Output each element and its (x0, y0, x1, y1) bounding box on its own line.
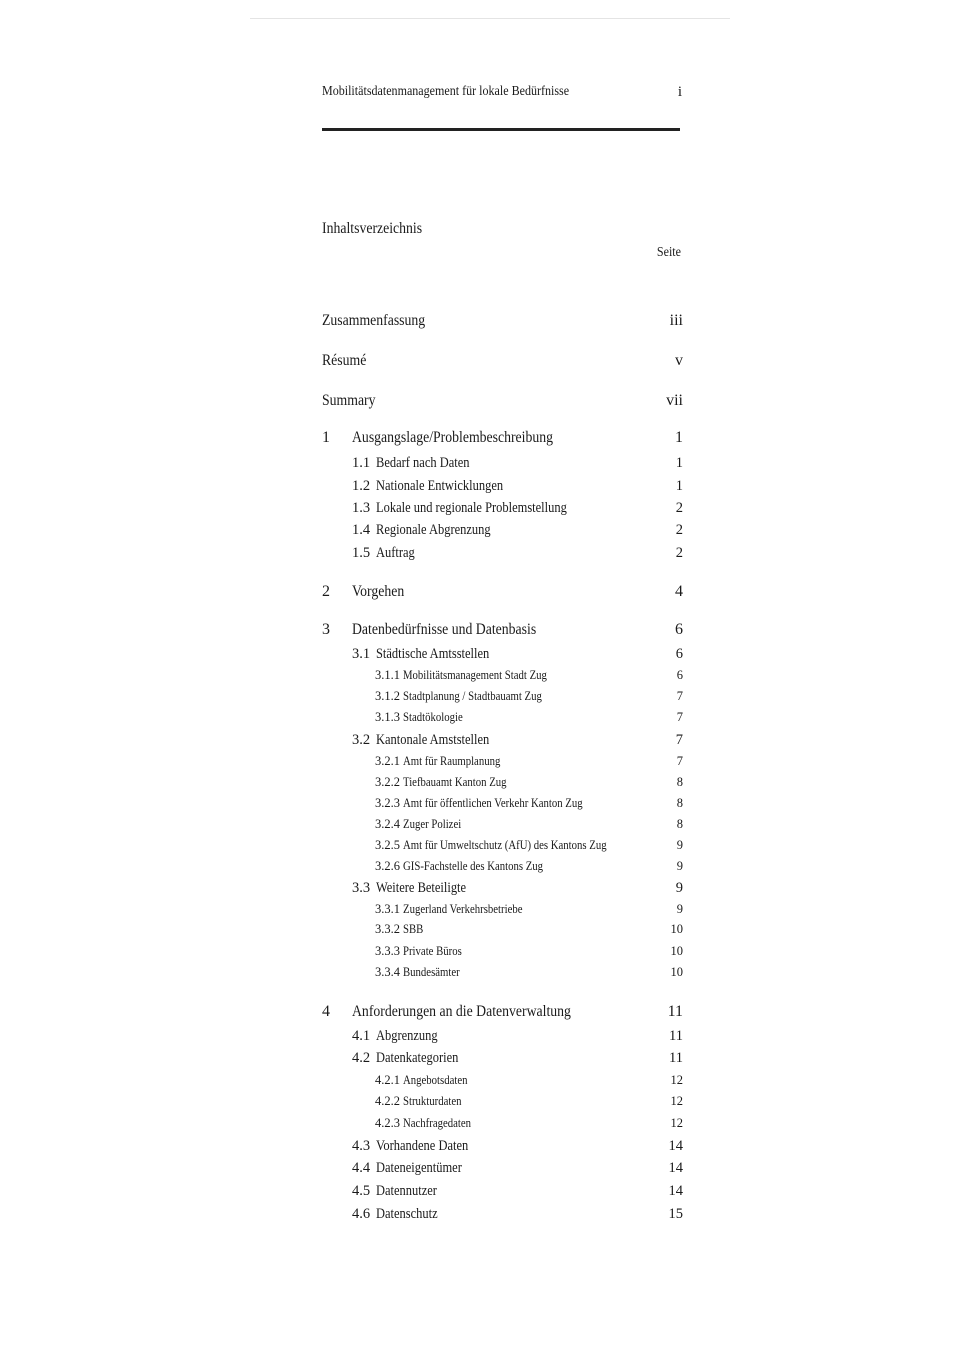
toc-entry-page: 8 (676, 817, 683, 831)
toc-entry-page: 2 (675, 545, 683, 561)
toc-entry (0, 522, 970, 544)
toc-entry-number: 3.2.6 (375, 859, 400, 873)
header-rule (322, 128, 680, 131)
toc-entry-label: Zugerland Verkehrsbetriebe (403, 902, 523, 916)
toc-entry (0, 880, 970, 902)
toc-entry-number: 1 (322, 429, 330, 446)
toc-entry-number: 3.1 (352, 646, 371, 662)
toc-entry-number: 3.2 (352, 732, 371, 748)
toc-entry (0, 455, 970, 477)
toc-entry-page: 7 (676, 710, 683, 724)
toc-entry-number: 1.5 (352, 545, 371, 561)
toc-entry-page: 14 (668, 1138, 683, 1154)
toc-entry-page: 10 (670, 922, 683, 936)
toc-entry-page: 1 (675, 429, 683, 446)
toc-entry-label: Lokale und regionale Problemstellung (376, 500, 567, 516)
toc-entry-page: 9 (676, 902, 683, 916)
toc-entry-number: 3.1.3 (375, 710, 400, 724)
toc-entry-label: Private Büros (403, 944, 462, 958)
toc-entry-label: Zusammenfassung (322, 312, 426, 329)
toc-entry (0, 429, 970, 451)
toc-entry-page: vii (666, 392, 683, 409)
toc-entry-number: 3.3.3 (375, 944, 400, 958)
toc-entry-page: 7 (676, 689, 683, 703)
toc-entry-page: 4 (675, 583, 683, 600)
scan-edge-line (250, 18, 730, 19)
toc-entry-number: 3.3.1 (375, 902, 400, 916)
toc-entry (0, 1050, 970, 1072)
toc-entry-page: 1 (675, 455, 683, 471)
toc-entry (0, 392, 970, 414)
toc-entry-label: Résumé (322, 352, 367, 369)
toc-entry (0, 922, 970, 944)
running-header-title: Mobilitätsdatenmanagement für lokale Bedürfnisse (322, 84, 570, 99)
toc-entry-number: 3.1.1 (375, 668, 400, 682)
toc-entry-number: 3.1.2 (375, 689, 400, 703)
toc-entry-page: 14 (668, 1183, 683, 1199)
toc-entry-label: Mobilitätsmanagement Stadt Zug (403, 668, 547, 682)
toc-entry-label: GIS-Fachstelle des Kantons Zug (403, 859, 544, 873)
toc-entry-number: 4.2.3 (375, 1116, 400, 1130)
toc-entry-label: Zuger Polizei (403, 817, 462, 831)
toc-entry-page: 2 (675, 500, 683, 516)
toc-entry-page: 9 (675, 880, 683, 896)
toc-entry-page: 1 (675, 478, 683, 494)
toc-title: Inhaltsverzeichnis (322, 220, 423, 237)
toc-entry (0, 859, 970, 881)
toc-entry (0, 838, 970, 860)
toc-entry-number: 3.3.4 (375, 965, 400, 979)
toc-entry-label: Vorgehen (352, 583, 405, 600)
toc-entry (0, 775, 970, 797)
toc-entry-number: 1.3 (352, 500, 371, 516)
toc-entry-page: 12 (670, 1116, 683, 1130)
toc-entry-page: 7 (676, 754, 683, 768)
toc-entry-label: Bundesämter (403, 965, 460, 979)
toc-entry-label: Datenkategorien (376, 1050, 459, 1066)
toc-entry (0, 621, 970, 643)
toc-entry-label: Amt für Raumplanung (403, 754, 501, 768)
toc-entry-page: 10 (670, 965, 683, 979)
toc-entry-number: 4.6 (352, 1206, 371, 1222)
toc-entry (0, 312, 970, 334)
toc-entry-label: Tiefbauamt Kanton Zug (403, 775, 507, 789)
toc-entry-number: 4.3 (352, 1138, 371, 1154)
toc-entry-label: Städtische Amtsstellen (376, 646, 490, 662)
toc-entry-label: SBB (403, 922, 424, 936)
toc-entry-label: Ausgangslage/Problembeschreibung (352, 429, 554, 446)
toc-entry-page: 9 (676, 859, 683, 873)
toc-entry-number: 3.2.3 (375, 796, 400, 810)
toc-entry-number: 3.2.1 (375, 754, 400, 768)
toc-entry-number: 3.2.2 (375, 775, 400, 789)
toc-entry-label: Summary (322, 392, 376, 409)
toc-entry-page: 6 (675, 621, 683, 638)
toc-entry-number: 4 (322, 1003, 330, 1020)
toc-entry-label: Nachfragedaten (403, 1116, 472, 1130)
toc-entry-page: 11 (667, 1003, 683, 1020)
toc-entry-page: 15 (668, 1206, 683, 1222)
toc-entry-label: Vorhandene Daten (376, 1138, 469, 1154)
toc-entry-number: 4.2.2 (375, 1094, 400, 1108)
toc-entry-label: Amt für Umweltschutz (AfU) des Kantons Zug (403, 838, 607, 852)
toc-entry (0, 583, 970, 605)
toc-entry (0, 817, 970, 839)
toc-entry-page: 7 (675, 732, 683, 748)
toc-entry-number: 1.1 (352, 455, 371, 471)
toc-entry-number: 4.2.1 (375, 1073, 400, 1087)
toc-entry-page: 2 (675, 522, 683, 538)
toc-entry-number: 4.2 (352, 1050, 371, 1066)
toc-entry (0, 1003, 970, 1025)
toc-entry-page: 12 (670, 1094, 683, 1108)
toc-entry-label: Anforderungen an die Datenverwaltung (352, 1003, 571, 1020)
toc-entry-label: Auftrag (376, 545, 415, 561)
toc-entry-number: 4.4 (352, 1160, 371, 1176)
toc-entry-page: 11 (669, 1028, 683, 1044)
toc-entry (0, 1073, 970, 1095)
toc-entry (0, 1028, 970, 1050)
toc-entry-label: Stadtökologie (403, 710, 463, 724)
toc-entry-page: 8 (676, 796, 683, 810)
toc-entry (0, 352, 970, 374)
toc-entry (0, 902, 970, 924)
toc-entry-number: 3 (322, 621, 330, 638)
toc-entry-page: v (675, 352, 683, 369)
toc-entry (0, 796, 970, 818)
toc-entry-label: Strukturdaten (403, 1094, 462, 1108)
toc-entry-label: Datennutzer (376, 1183, 437, 1199)
toc-entry-page: 12 (670, 1073, 683, 1087)
toc-entry (0, 710, 970, 732)
toc-entry-number: 4.1 (352, 1028, 371, 1044)
toc-entry (0, 500, 970, 522)
toc-entry (0, 1206, 970, 1228)
toc-entry (0, 478, 970, 500)
toc-entry-label: Abgrenzung (376, 1028, 438, 1044)
toc-entry-number: 3.2.4 (375, 817, 400, 831)
toc-entry (0, 1116, 970, 1138)
toc-entry-label: Kantonale Amststellen (376, 732, 490, 748)
toc-entry (0, 754, 970, 776)
toc-entry (0, 1094, 970, 1116)
toc-entry-page: 11 (669, 1050, 683, 1066)
toc-entry-number: 2 (322, 583, 330, 600)
toc-entry-page: 6 (676, 668, 683, 682)
toc-entry-number: 4.5 (352, 1183, 371, 1199)
toc-entry-label: Amt für öffentlichen Verkehr Kanton Zug (403, 796, 583, 810)
toc-entry-label: Datenbedürfnisse und Datenbasis (352, 621, 537, 638)
toc-entry-label: Angebotsdaten (403, 1073, 468, 1087)
toc-entry (0, 732, 970, 754)
toc-entry (0, 965, 970, 987)
toc-entry (0, 1183, 970, 1205)
toc-entry (0, 944, 970, 966)
toc-entry-page: 9 (676, 838, 683, 852)
toc-entry (0, 1160, 970, 1182)
running-header-page-number: i (677, 84, 682, 100)
toc-entry-label: Weitere Beteiligte (376, 880, 467, 896)
toc-entry-number: 3.2.5 (375, 838, 400, 852)
toc-entry-label: Stadtplanung / Stadtbauamt Zug (403, 689, 542, 703)
toc-entry-number: 1.4 (352, 522, 371, 538)
toc-entry-page: 6 (675, 646, 683, 662)
toc-entry (0, 646, 970, 668)
toc-entry-label: Nationale Entwicklungen (376, 478, 504, 494)
toc-entry-label: Regionale Abgrenzung (376, 522, 491, 538)
toc-entry-label: Dateneigentümer (376, 1160, 462, 1176)
toc-entry-page: 10 (670, 944, 683, 958)
toc-entry (0, 689, 970, 711)
toc-entry (0, 545, 970, 567)
page-column-label: Seite (656, 245, 681, 260)
toc-entry-label: Bedarf nach Daten (376, 455, 470, 471)
toc-entry-page: 14 (668, 1160, 683, 1176)
toc-entry-number: 3.3 (352, 880, 371, 896)
toc-entry-page: iii (669, 312, 683, 329)
toc-entry (0, 1138, 970, 1160)
toc-entry-number: 1.2 (352, 478, 371, 494)
toc-entry (0, 668, 970, 690)
toc-entry-page: 8 (676, 775, 683, 789)
toc-entry-number: 3.3.2 (375, 922, 400, 936)
toc-entry-label: Datenschutz (376, 1206, 438, 1222)
